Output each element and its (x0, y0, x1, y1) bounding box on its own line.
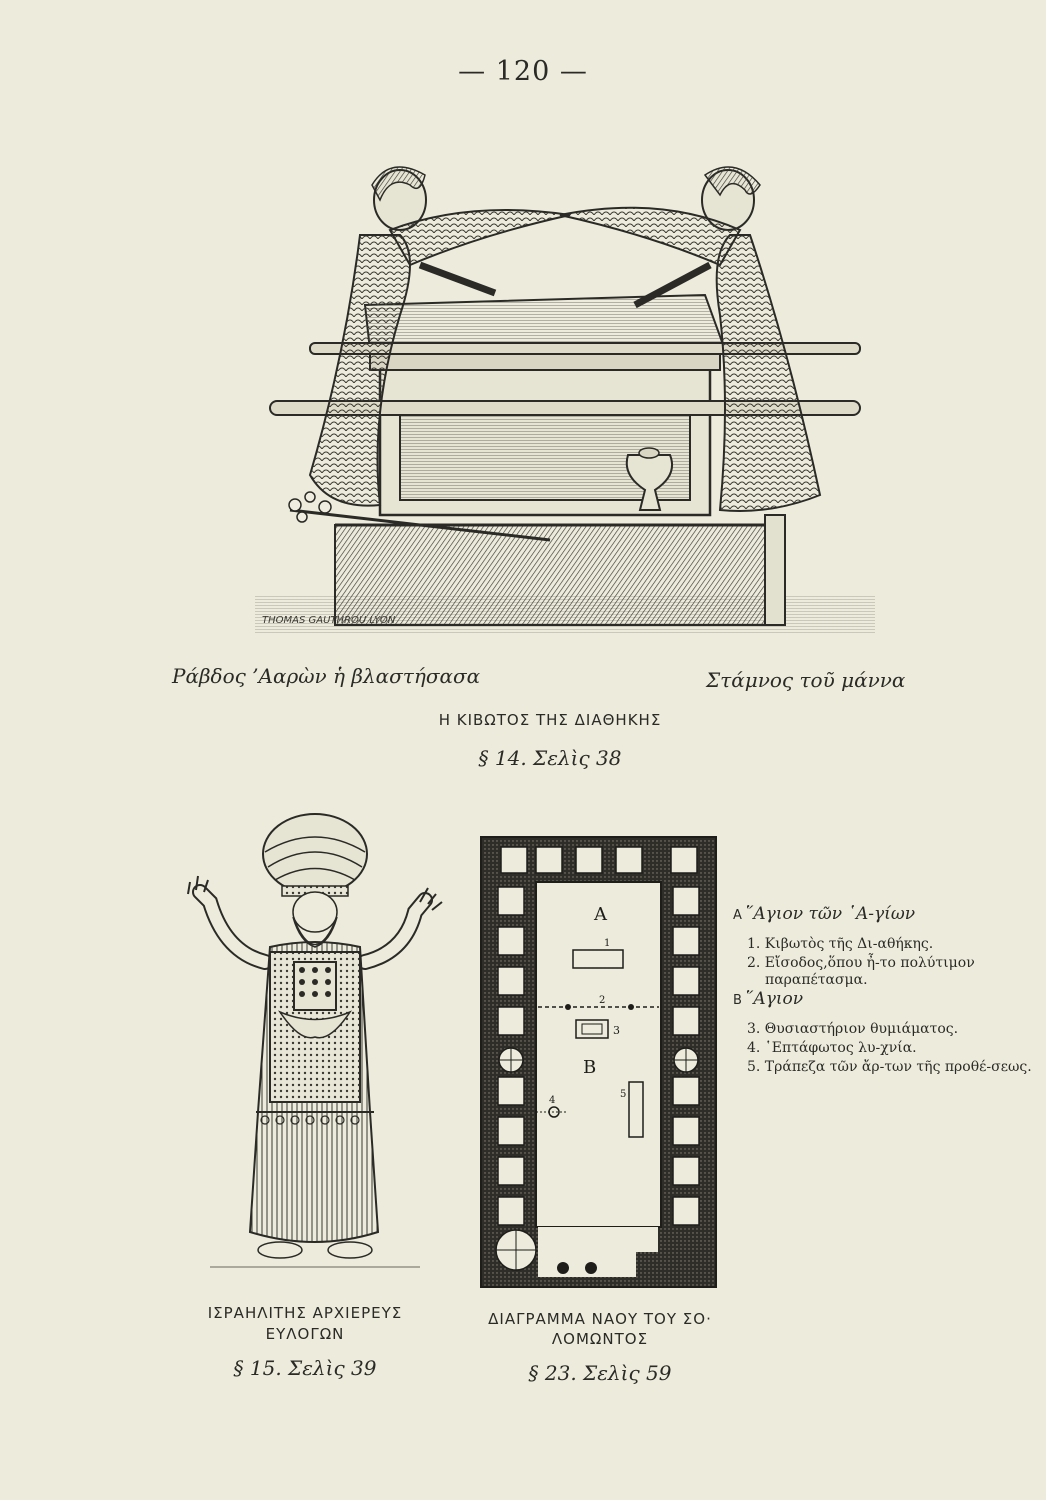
legend-item: 2. Εἴσοδος,ὅπου ἦ-το πολύτιμον παραπέτασμα. (747, 955, 975, 988)
plan-mark-1: 1 (604, 938, 611, 949)
manna-jar-label: Στάμνος τοῦ μάννα (706, 668, 906, 692)
temple-figure-reference: § 23. Σελὶς 59 (528, 1361, 672, 1385)
temple-plan-legend (733, 906, 1033, 1076)
ark-of-covenant-illustration (250, 155, 880, 655)
plan-mark-3: 3 (613, 1024, 620, 1037)
legend-text-a: ῞Αγιον τῶν ῾Α-γίων (744, 904, 916, 924)
legend-header-b (733, 991, 1033, 1009)
aarons-rod-label: Ράβδος ’Ααρὼν ἡ βλαστήσασα (172, 664, 481, 688)
temple-figure-title-line2: ΛΟΜΩΝΤΟΣ (551, 1330, 649, 1348)
legend-text-b: ῞Αγιον (744, 989, 804, 1009)
plan-mark-2: 2 (599, 995, 606, 1006)
legend-letter-b: B (733, 993, 742, 1008)
priest-figure-title-line1: ΙΣΡΑΗΛΙΤΗΣ ΑΡΧΙΕΡΕΥΣ (207, 1304, 403, 1322)
engraver-signature: THOMAS GAUTHROU LYON (262, 615, 396, 626)
high-priest-illustration (170, 812, 460, 1292)
temple-plan-diagram (476, 832, 726, 1292)
legend-item: 3. Θυσιαστήριον θυμιάματος. (747, 1021, 959, 1037)
temple-figure-title-line1: ΔΙΑΓΡΑΜΜΑ ΝΑΟΥ ΤΟΥ ΣΟ· (488, 1310, 712, 1328)
legend-item: 5. Τράπεζα τῶν ἄρ-των τῆς προθέ-σεως. (747, 1059, 1032, 1075)
legend-header-a (733, 906, 1033, 924)
legend-item: 4. ῾Επτάφωτος λυ-χνία. (747, 1040, 917, 1056)
page-number: — 120 — (458, 56, 588, 87)
ark-figure-title: Η ΚΙΒΩΤΟΣ ΤΗΣ ΔΙΑΘΗΚΗΣ (438, 711, 662, 729)
legend-item: 1. Κιβωτὸς τῆς Δι-αθήκης. (747, 936, 934, 952)
plan-label-b: B (583, 1057, 597, 1078)
priest-figure-reference: § 15. Σελὶς 39 (233, 1356, 377, 1380)
priest-figure-title-line2: ΕΥΛΟΓΩΝ (265, 1325, 345, 1343)
plan-mark-5: 5 (620, 1089, 627, 1100)
legend-letter-a: A (733, 908, 742, 923)
plan-mark-4: 4 (549, 1095, 556, 1106)
ark-figure-reference: § 14. Σελὶς 38 (478, 746, 622, 770)
plan-label-a: A (594, 904, 607, 925)
